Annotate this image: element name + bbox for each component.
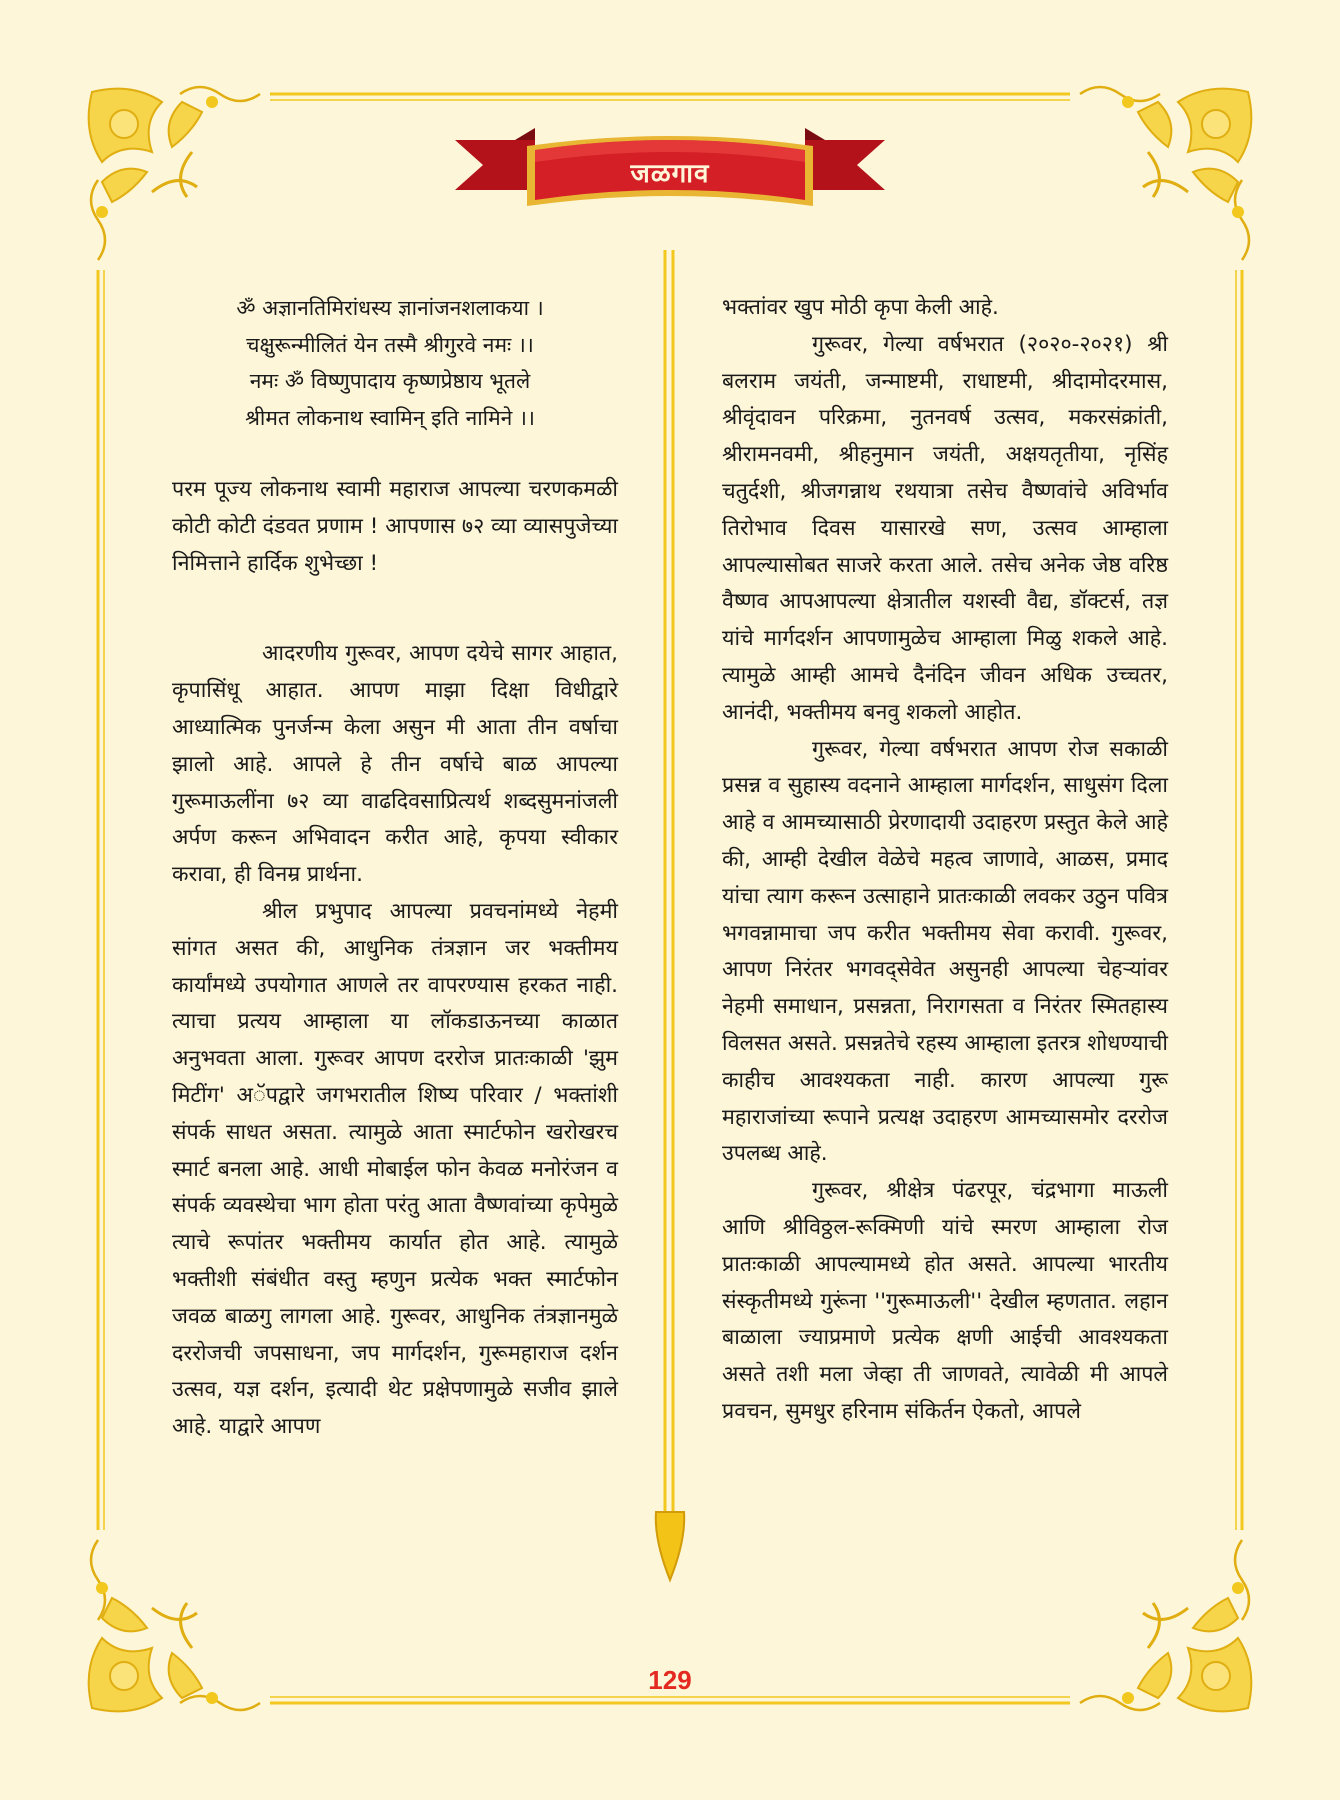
- body-paragraph: गुरूवर, गेल्या वर्षभरात आपण रोज सकाळी प्रसन्न व सुहास्य वदनाने आम्हाला मार्गदर्शन, साधुसंग दिला आहे व आमच्यासाठी प्रेरणादायी उदाहरण प्रस्तुत केले आहे की, आम्ही देखील वेळेचे महत्व जाणावे, आळस, प्रमाद यांचा त्याग करून उत्साहाने प्रातःकाळी लवकर उठुन पवित्र भगवन्नामाचा जप करीत भक्तीमय सेवा करावी. गुरूवर, आपण निरंतर भगवद्सेवेत असुनही आपल्या चेहऱ्यांवर नेहमी समाधान, प्रसन्नता, निरागसता व निरंतर स्मितहास्य विलसत असते. प्रसन्नतेचे रहस्य आम्हाला इतरत्र शोधण्याची काहीच आवश्यकता नाही. कारण आपल्या गुरू महाराजांच्या रूपाने प्रत्यक्ष उदाहरण आमच्यासमोर दररोज उपलब्ध आहे.: [722, 736, 1168, 1167]
- body-paragraph: आदरणीय गुरूवर, आपण दयेचे सागर आहात, कृपासिंधू आहात. आपण माझा दिक्षा विधीद्वारे आध्यात्मिक पुनर्जन्म केला असुन मी आता तीन वर्षाचा झालो आहे. आपले हे तीन वर्षाचे बाळ आपल्या गुरूमाऊलींना ७२ व्या वाढदिवसाप्रित्यर्थ शब्दसुमनांजली अर्पण करून अभिवादन करीत आहे, कृपया स्वीकार करावा, ही विनम्र प्रार्थना.: [172, 641, 618, 888]
- body-paragraph: श्रील प्रभुपाद आपल्या प्रवचनांमध्ये नेहमी सांगत असत की, आधुनिक तंत्रज्ञान जर भक्तीमय कार्यांमध्ये उपयोगात आणले तर वापरण्यास हरकत नाही. त्याचा प्रत्यय आम्हाला या लॉकडाऊनच्या काळात अनुभवता आला. गुरूवर आपण दररोज प्रातःकाळी 'झुम मिटींग' अॅपद्वारे जगभरातील शिष्य परिवार / भक्तांशी संपर्क साधत असता. त्यामुळे आता स्मार्टफोन खरोखरच स्मार्ट बनला आहे. आधी मोबाईल फोन केवळ मनोरंजन व संपर्क व्यवस्थेचा भाग होता परंतु आता वैष्णवांच्या कृपेमुळे त्याचे रूपांतर भक्तीमय कार्यात होत आहे. त्यामुळे भक्तीशी संबंधीत वस्तु म्हणुन प्रत्येक भक्त स्मार्टफोन जवळ बाळगु लागला आहे. गुरूवर, आधुनिक तंत्रज्ञानमुळे दररोजची जपसाधना, जप मार्गदर्शन, गुरूमहाराज दर्शन उत्सव, यज्ञ दर्शन, इत्यादी थेट प्रक्षेपणामुळे सजीव झाले आहे. याद्वारे आपण: [172, 898, 618, 1440]
- verse-line: ॐ अज्ञानतिमिरांधस्य ज्ञानांजनशलाकया ।: [236, 296, 544, 320]
- title-ribbon: [455, 118, 885, 228]
- verse-line: श्रीमत लोकनाथ स्वामिन् इति नामिने ।।: [245, 405, 535, 430]
- verse-line: नमः ॐ विष्णुपादाय कृष्णप्रेष्ठाय भूतले: [249, 369, 531, 393]
- body-paragraph: भक्तांवर खुप मोठी कृपा केली आहे.: [722, 295, 999, 320]
- column-divider: [648, 250, 692, 1590]
- left-column: [172, 290, 618, 1446]
- body-paragraph: गुरूवर, श्रीक्षेत्र पंढरपूर, चंद्रभागा माऊली आणि श्रीविठ्ठल-रूक्मिणी यांचे स्मरण आम्हाला रोज प्रातःकाळी आपल्यामध्ये होत असते. आपल्या भारतीय संस्कृतीमध्ये गुरूंना ''गुरूमाऊली'' देखील म्हणतात. लहान बाळाला ज्याप्रमाणे प्रत्येक क्षणी आईची आवश्यकता असते तशी मला जेव्हा ती जाणवते, त्यावेळी मी आपले प्रवचन, सुमधुर हरिनाम संकिर्तन ऐकतो, आपले: [722, 1178, 1168, 1424]
- body-paragraph: गुरूवर, गेल्या वर्षभरात (२०२०-२०२१) श्री बलराम जयंती, जन्माष्टमी, राधाष्टमी, श्रीदामोदरमास, श्रीवृंदावन परिक्रमा, नुतनवर्ष उत्सव, मकरसंक्रांती, श्रीरामनवमी, श्रीहनुमान जयंती, अक्षयतृतीया, नृसिंह चतुर्दशी, श्रीजगन्नाथ रथयात्रा तसेच वैष्णवांचे अविर्भाव तिरोभाव दिवस यासारखे सण, उत्सव आम्हाला आपल्यासोबत साजरे करता आले. तसेच अनेक जेष्ठ वरिष्ठ वैष्णव आपआपल्या क्षेत्रातील यशस्वी वैद्य, डॉक्टर्स, तज्ञ यांचे मार्गदर्शन आपणामुळेच आम्हाला मिळु शकले आहे. त्यामुळे आम्ही आमचे दैनंदिन जीवन अधिक उच्चतर, आनंदी, भक्तीमय बनवु शकलो आहोत.: [722, 331, 1168, 725]
- page-title: जळगाव: [630, 159, 710, 189]
- verse-line: चक्षुरून्मीलितं येन तस्मै श्रीगुरवे नमः ।।: [246, 332, 534, 357]
- sanskrit-verse: [162, 290, 618, 436]
- greeting-paragraph: परम पूज्य लोकनाथ स्वामी महाराज आपल्या चरणकमळी कोटी कोटी दंडवत प्रणाम ! आपणास ७२ व्या व्यासपुजेच्या निमित्ताने हार्दिक शुभेच्छा !: [172, 477, 618, 576]
- right-column: [722, 290, 1168, 1431]
- page-number: 129: [648, 1665, 692, 1695]
